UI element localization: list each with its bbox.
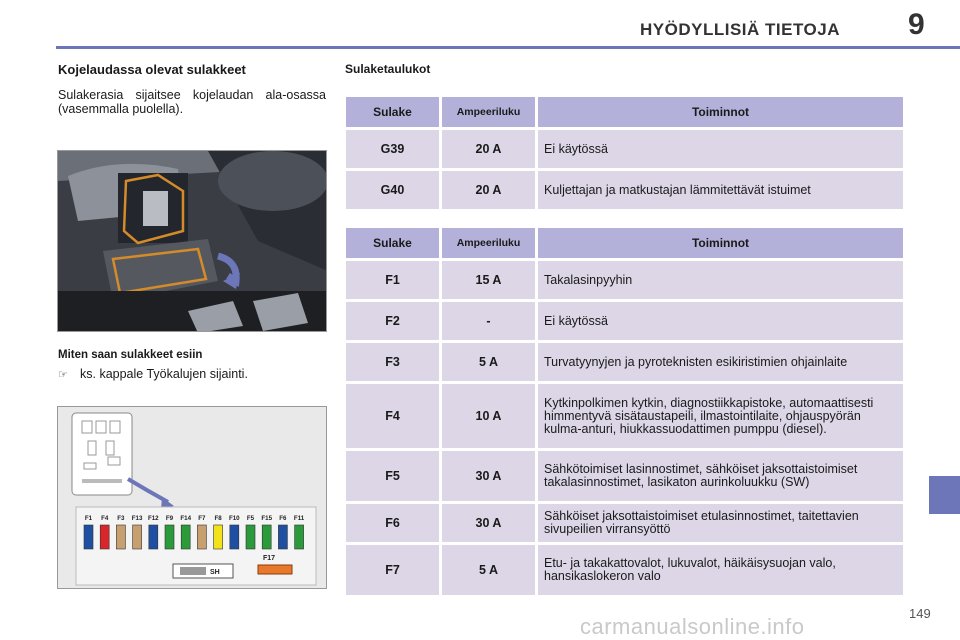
fuse-f9	[165, 525, 174, 549]
fuse-label: F13	[131, 515, 143, 522]
fuse-function: Sähköiset jaksottaistoimiset etulasinnostimet, taitettavien sivupeilien virransyöttö	[538, 504, 903, 542]
fuse-code: G40	[346, 171, 439, 209]
fuse-function: Takalasinpyyhin	[538, 261, 903, 299]
fuse-function: Kuljettajan ja matkustajan lämmitettävät istuimet	[538, 171, 903, 209]
access-instruction-text: ks. kappale Työkalujen sijainti.	[80, 367, 248, 381]
fuse-code: F5	[346, 451, 439, 501]
fuse-function: Etu- ja takakattovalot, lukuvalot, häikäisysuojan valo, hansikaslokeron valo	[538, 545, 903, 595]
fuse-label: F8	[214, 515, 222, 522]
fuse-label: F10	[228, 515, 240, 522]
fuse-f14	[181, 525, 190, 549]
fuse-f4	[100, 525, 109, 549]
dashboard-photo	[57, 150, 327, 332]
fuse-f13	[133, 525, 142, 549]
header-fuse: Sulake	[346, 97, 439, 127]
fuse-tables-title: Sulaketaulukot	[345, 62, 431, 76]
table-row	[346, 384, 903, 448]
fuse-function: Sähkötoimiset lasinnostimet, sähköiset jaksottaistoimiset takalasinnostimet, lasikaton aurinkoluukku (SW)	[538, 451, 903, 501]
fusebox-svg	[58, 407, 327, 589]
fuse-label: F14	[180, 515, 192, 522]
fuse-code: G39	[346, 130, 439, 168]
fuse-amperage: 20 A	[442, 130, 535, 168]
fuse-amperage: 5 A	[442, 343, 535, 381]
fuse-f17	[258, 565, 292, 574]
fuse-label: F7	[198, 515, 206, 522]
fuse-amperage: 5 A	[442, 545, 535, 595]
fuse-table-f	[343, 225, 906, 598]
table-row	[346, 504, 903, 542]
fuse-function: Kytkinpolkimen kytkin, diagnostiikkapistoke, automaattisesti himmentyvä sisätaustapeili, ilmastointilaite, ohjauspyörän kulma-anturi, hiukkassuodattimen pumppu (diesel).	[538, 384, 903, 448]
access-instruction	[58, 367, 248, 381]
section-description: Sulakerasia sijaitsee kojelaudan ala-osassa (vasemmalla puolella).	[58, 88, 326, 116]
table-row	[346, 302, 903, 340]
header-amperage: Ampeeriluku	[442, 228, 535, 258]
fuse-label: F4	[101, 515, 109, 522]
fuse-f17-label: F17	[263, 555, 276, 562]
fuse-f10	[230, 525, 239, 549]
fuse-label: F12	[147, 515, 159, 522]
table-row	[346, 451, 903, 501]
table-header-row	[346, 228, 903, 258]
relay-label: SH	[210, 569, 220, 576]
reference-arrow-icon: ☞	[58, 369, 68, 381]
fuse-f5	[246, 525, 255, 549]
fuse-f11	[295, 525, 304, 549]
header-amperage: Ampeeriluku	[442, 97, 535, 127]
fuse-code: F3	[346, 343, 439, 381]
fuse-f6	[278, 525, 287, 549]
chapter-side-tab	[929, 476, 960, 514]
fuse-table-g	[343, 94, 906, 212]
table-row	[346, 130, 903, 168]
table-row	[346, 261, 903, 299]
fuse-code: F1	[346, 261, 439, 299]
fuse-amperage: 30 A	[442, 504, 535, 542]
page-number: 149	[909, 606, 931, 621]
fuse-label: F5	[246, 515, 255, 522]
chapter-number: 9	[908, 8, 925, 41]
access-title: Miten saan sulakkeet esiin	[58, 349, 203, 361]
fusebox-diagram	[57, 406, 327, 589]
table-row	[346, 171, 903, 209]
fuse-label: F9	[165, 515, 174, 522]
fuse-amperage: 20 A	[442, 171, 535, 209]
fuse-label: F15	[261, 515, 273, 522]
fuse-code: F2	[346, 302, 439, 340]
fuse-label: F6	[279, 515, 287, 522]
fuse-function: Ei käytössä	[538, 130, 903, 168]
fuse-function: Turvatyynyjen ja pyroteknisten esikiristimien ohjainlaite	[538, 343, 903, 381]
header-functions: Toiminnot	[538, 97, 903, 127]
fuse-label: F11	[293, 515, 305, 522]
fuse-amperage: 15 A	[442, 261, 535, 299]
header-functions: Toiminnot	[538, 228, 903, 258]
table-header-row	[346, 97, 903, 127]
fuse-f3	[116, 525, 125, 549]
fuse-label: F3	[117, 515, 125, 522]
page-header-title: HYÖDYLLISIÄ TIETOJA	[640, 20, 840, 39]
fuse-f7	[197, 525, 206, 549]
fuse-amperage: -	[442, 302, 535, 340]
fuse-label: F1	[84, 515, 93, 522]
fuse-code: F6	[346, 504, 439, 542]
fuse-code: F4	[346, 384, 439, 448]
fuse-function: Ei käytössä	[538, 302, 903, 340]
fuse-f12	[149, 525, 158, 549]
fuse-f15	[262, 525, 271, 549]
fuse-f8	[214, 525, 223, 549]
fuse-code: F7	[346, 545, 439, 595]
watermark-text: carmanualsonline.info	[580, 614, 805, 639]
header-divider	[56, 46, 960, 49]
table-row	[346, 545, 903, 595]
fuse-amperage: 30 A	[442, 451, 535, 501]
table-row	[346, 343, 903, 381]
header-fuse: Sulake	[346, 228, 439, 258]
fuse-f1	[84, 525, 93, 549]
fuse-amperage: 10 A	[442, 384, 535, 448]
section-title: Kojelaudassa olevat sulakkeet	[58, 62, 246, 77]
